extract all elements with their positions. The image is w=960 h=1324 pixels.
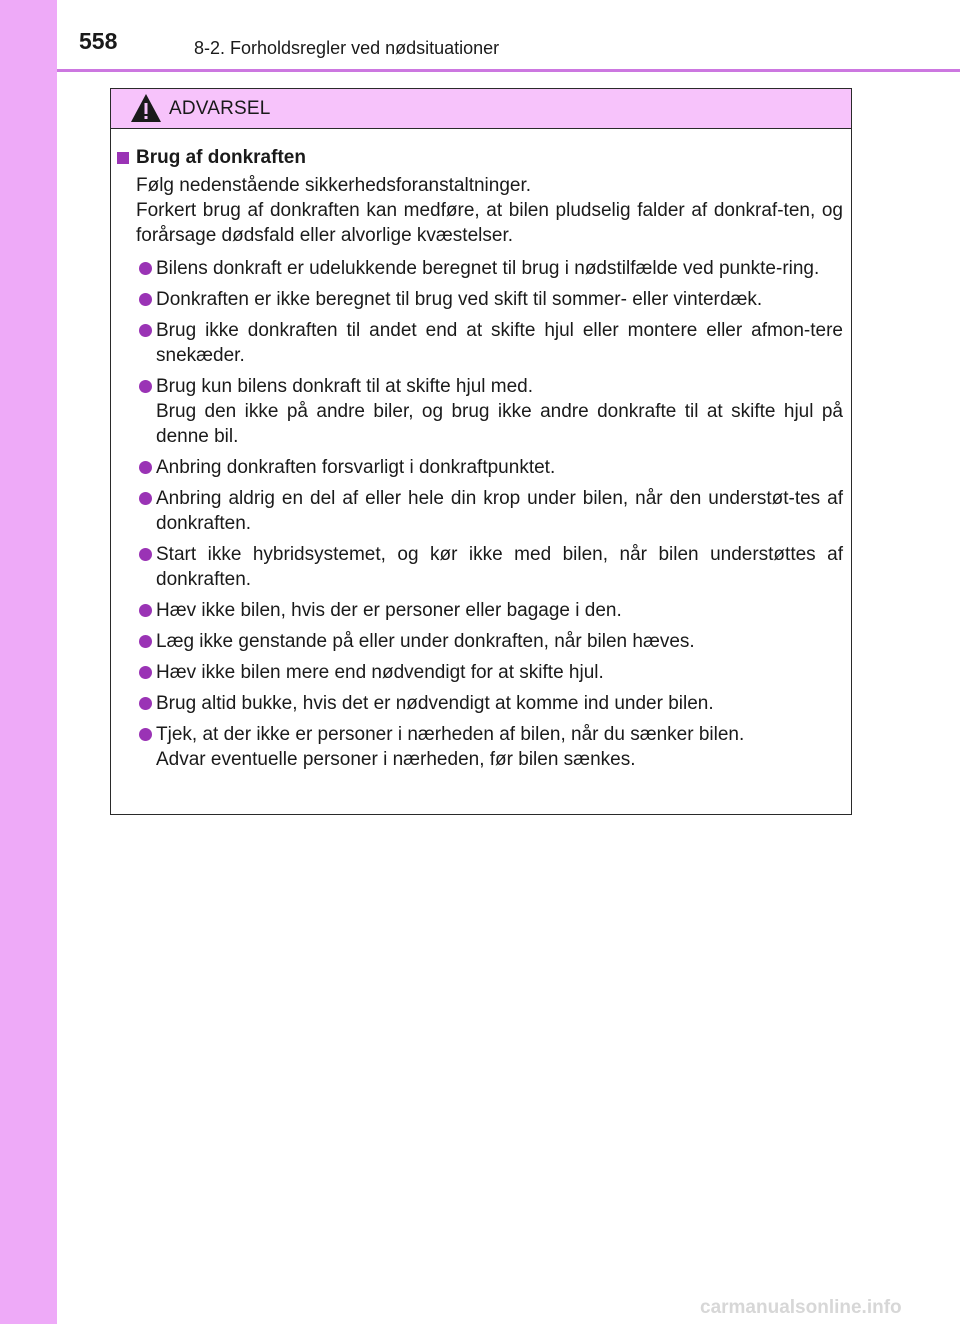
square-bullet-icon: [117, 152, 129, 164]
dot-bullet-icon: [139, 461, 152, 474]
side-strip: [0, 0, 57, 1324]
watermark-logo: [700, 1296, 950, 1318]
topic-intro: [136, 173, 843, 248]
intro-line-1: Følg nedenstående sikkerhedsforanstaltninger.: [136, 175, 532, 196]
list-item: Brug ikke donkraften til andet end at skifte hjul eller montere eller afmon-tere snekæder.: [117, 318, 843, 368]
list-item: Brug kun bilens donkraft til at skifte hjul med. Brug den ikke på andre biler, og brug ikke andre donkrafte til at skifte hjul på denne bil.: [117, 374, 843, 449]
dot-bullet-icon: [139, 604, 152, 617]
section-title: 8-2. Forholdsregler ved nødsituationer: [194, 38, 500, 58]
dot-bullet-icon: [139, 697, 152, 710]
dot-bullet-icon: [139, 324, 152, 337]
bullet-list: [117, 256, 843, 772]
page-header: [57, 0, 960, 70]
dot-bullet-icon: [139, 728, 152, 741]
list-item: Donkraften er ikke beregnet til brug ved skift til sommer- eller vinterdæk.: [117, 287, 843, 312]
warning-header: [111, 89, 851, 129]
list-item-continuation: Brug den ikke på andre biler, og brug ikke andre donkrafte til at skifte hjul på denne bil.: [156, 401, 843, 447]
dot-bullet-icon: [139, 380, 152, 393]
list-item: Bilens donkraft er udelukkende beregnet til brug i nødstilfælde ved punkte-ring.: [117, 256, 843, 281]
dot-bullet-icon: [139, 548, 152, 561]
list-item: Anbring aldrig en del af eller hele din krop under bilen, når den understøt-tes af donkraften.: [117, 486, 843, 536]
list-item: Hæv ikke bilen mere end nødvendigt for at skifte hjul.: [117, 660, 843, 685]
watermark-text: carmanualsonline.info: [700, 1297, 902, 1318]
page-number: 558: [79, 28, 118, 54]
warning-triangle-icon: [130, 93, 162, 123]
header-rule: [57, 69, 960, 72]
dot-bullet-icon: [139, 666, 152, 679]
intro-line-2: Forkert brug af donkraften kan medføre, at bilen pludselig falder af donkraf-ten, og forårsage dødsfald eller alvorlige kvæstelser.: [136, 200, 843, 246]
topic-heading: [117, 145, 843, 170]
dot-bullet-icon: [139, 293, 152, 306]
warning-box: [110, 88, 852, 815]
list-item: Start ikke hybridsystemet, og kør ikke med bilen, når bilen understøttes af donkraften.: [117, 542, 843, 592]
dot-bullet-icon: [139, 635, 152, 648]
list-item: Tjek, at der ikke er personer i nærheden af bilen, når du sænker bilen. Advar eventuelle personer i nærheden, før bilen sænkes.: [117, 722, 843, 772]
dot-bullet-icon: [139, 262, 152, 275]
warning-body: [111, 129, 851, 778]
dot-bullet-icon: [139, 492, 152, 505]
list-item: Brug altid bukke, hvis det er nødvendigt at komme ind under bilen.: [117, 691, 843, 716]
topic-title: Brug af donkraften: [136, 147, 306, 168]
list-item: Hæv ikke bilen, hvis der er personer eller bagage i den.: [117, 598, 843, 623]
list-item-continuation: Advar eventuelle personer i nærheden, før bilen sænkes.: [156, 749, 636, 770]
list-item: Anbring donkraften forsvarligt i donkraftpunktet.: [117, 455, 843, 480]
list-item: Læg ikke genstande på eller under donkraften, når bilen hæves.: [117, 629, 843, 654]
warning-label: ADVARSEL: [169, 98, 271, 119]
